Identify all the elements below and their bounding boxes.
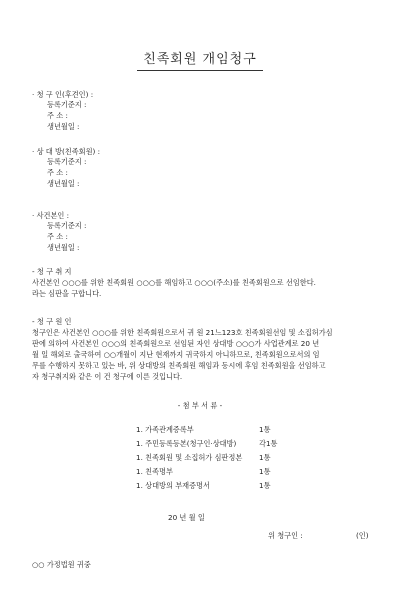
respondent-registration-label: 등록기준지 : xyxy=(47,157,87,166)
attachment-qty: 1통 xyxy=(259,481,271,490)
purpose-line: 라는 심판을 구합니다. xyxy=(32,289,102,298)
cause-line: 판에 의하여 사건본인 ○○○의 친족회원으로 선임된 자인 상대방 ○○○가 사업관계로 20 년 xyxy=(32,339,320,348)
purpose-line: 사건본인 ○○○를 위한 친족회원 ○○○를 해임하고 ○○○(주소)를 친족회원으로 선임한다. xyxy=(32,278,316,287)
filing-date: 20 년 월 일 xyxy=(168,513,205,522)
claimant-fields xyxy=(47,99,93,132)
attachment-item xyxy=(136,423,336,437)
attachment-item xyxy=(136,479,336,493)
principal-registration-label: 등록기준지 : xyxy=(47,221,87,230)
purpose-section xyxy=(32,266,370,299)
seal-mark: (인) xyxy=(356,531,369,540)
claimant-registration-label: 등록기준지 : xyxy=(47,100,87,109)
principal-fields xyxy=(47,220,86,253)
attachment-name: 1. 친족명부 xyxy=(136,467,173,476)
cause-line: 자 청구취지와 같은 이 건 청구에 이른 것입니다. xyxy=(32,372,183,381)
claimant-birthdate-label: 생년월일 : xyxy=(47,122,80,131)
claimant-address-label: 주 소 : xyxy=(47,111,68,120)
cause-heading: - 청 구 원 인 xyxy=(32,317,72,326)
cause-line: 청구인은 사건본인 ○○○를 위한 친족회원으로서 귀 원 21느123호 친족회원선임 및 소집허가심 xyxy=(32,328,333,337)
principal-address-label: 주 소 : xyxy=(47,232,68,241)
signature-label: 위 청구인 : xyxy=(268,531,303,540)
attachment-qty: 1통 xyxy=(259,453,271,462)
attachment-item xyxy=(136,465,336,479)
principal-birthdate-label: 생년월일 : xyxy=(47,243,80,252)
principal-heading: · 사건본인 : xyxy=(32,211,70,220)
respondent-fields xyxy=(47,156,100,189)
principal-section xyxy=(32,211,86,253)
respondent-address-label: 주 소 : xyxy=(47,168,68,177)
signature-line xyxy=(268,531,369,540)
attachment-qty: 1통 xyxy=(259,467,271,476)
attachment-qty: 1통 xyxy=(259,425,271,434)
attachment-name: 1. 상대방의 부재증명서 xyxy=(136,481,210,490)
claimant-section xyxy=(32,90,93,132)
document-title-wrap xyxy=(0,52,400,68)
purpose-heading: - 청 구 취 지 xyxy=(32,267,72,276)
attachment-name: 1. 친족회원 및 소집허가 심판정본 xyxy=(136,453,243,462)
attachment-item xyxy=(136,451,336,465)
respondent-heading: · 상 대 방(친족회원) : xyxy=(32,147,101,156)
attachments-list xyxy=(136,423,336,493)
attachments-heading: - 첨 부 서 류 - xyxy=(177,401,223,410)
cause-line: 월 일 해외로 출국하여 ○○개월이 지난 현재까지 귀국하지 아니하므로, 친족회원으로서의 임 xyxy=(32,350,320,359)
claimant-heading: · 청 구 인(후견인) : xyxy=(32,90,94,99)
attachment-qty: 각1통 xyxy=(259,439,278,448)
document-title: 친족회원 개임청구 xyxy=(137,52,263,71)
cause-section xyxy=(32,316,370,382)
attachment-name: 1. 가족관계증록부 xyxy=(136,425,194,434)
cause-line: 무를 수행하지 못하고 있는 바, 위 상대방의 친족회원 해임과 동시에 후임 친족회원을 선임하고 xyxy=(32,361,326,370)
attachment-item xyxy=(136,437,336,451)
attachment-name: 1. 주민등록등본(청구인·상대방) xyxy=(136,439,237,448)
court-addressee: ○○ 가정법원 귀중 xyxy=(32,560,91,569)
respondent-birthdate-label: 생년월일 : xyxy=(47,179,80,188)
respondent-section xyxy=(32,147,100,189)
